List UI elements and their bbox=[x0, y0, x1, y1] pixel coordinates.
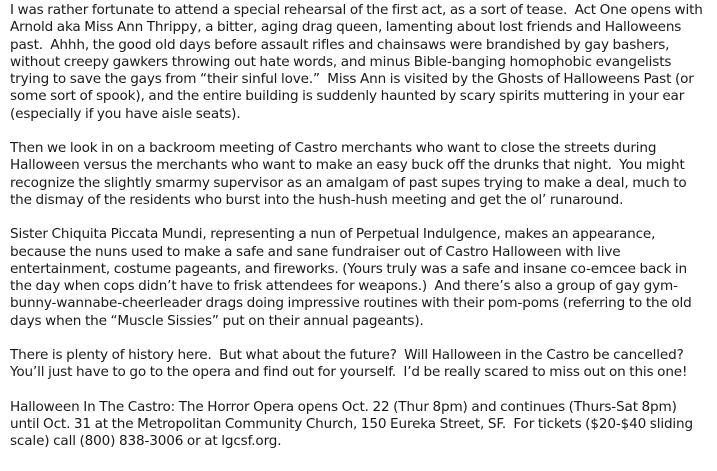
paragraph-future: There is plenty of history here. But what about the future? Will Halloween in the Castro be cancelled? You’ll just have to go to the opera and find out for yourself. I’d be really scared to miss out on this one! bbox=[10, 347, 692, 381]
paragraph-rehearsal: I was rather fortunate to attend a special rehearsal of the first act, as a sort of tease. Act One opens with Arnold aka Miss Ann Thrippy, a bitter, aging drag queen, lamenting about lost friends and Halloweens past. Ahhh, the good old days before assault rifles and chainsaws were brandished by gay bashers, without creepy gawkers throwing out hate words, and minus Bible-banging homophobic evangelists trying to save the gays from “their sinful love.” Miss Ann is visited by the Ghosts of Halloweens Past (or some sort of spook), and the entire building is suddenly haunted by scary spirits muttering in your ear (especially if you have aisle seats). bbox=[10, 2, 707, 122]
paragraph-sister-chiquita: Sister Chiquita Piccata Mundi, representing a nun of Perpetual Indulgence, makes an appearance, because the nuns used to make a safe and sane fundraiser out of Castro Halloween with live entertainment, costume pageants, and fireworks. (Yours truly was a safe and insane co-emcee back in the day when cops didn’t have to frisk attendees for weapons.) And there’s also a group of gay gym-bunny-wannabe-cheerleader drags doing impressive routines with their pom-poms (referring to the old days when the “Muscle Sissies” put on their annual pageants). bbox=[10, 226, 696, 329]
paragraph-ticket-info: Halloween In The Castro: The Horror Opera opens Oct. 22 (Thur 8pm) and continues (Thurs-Sat 8pm) until Oct. 31 at the Metropolitan Community Church, 150 Eureka Street, SF. For tickets ($20-$40 sliding scale) call (800) 838-3006 or at lgcsf.org. bbox=[10, 398, 697, 450]
paragraph-merchants-meeting: Then we look in on a backroom meeting of Castro merchants who want to close the streets during Halloween versus the merchants who want to make an easy buck off the drunks that night. You might recognize the slightly smarmy supervisor as an amalgam of past supes trying to make a deal, much to the dismay of the residents who burst into the hush-hush meeting and get the ol’ runaround. bbox=[10, 140, 691, 208]
